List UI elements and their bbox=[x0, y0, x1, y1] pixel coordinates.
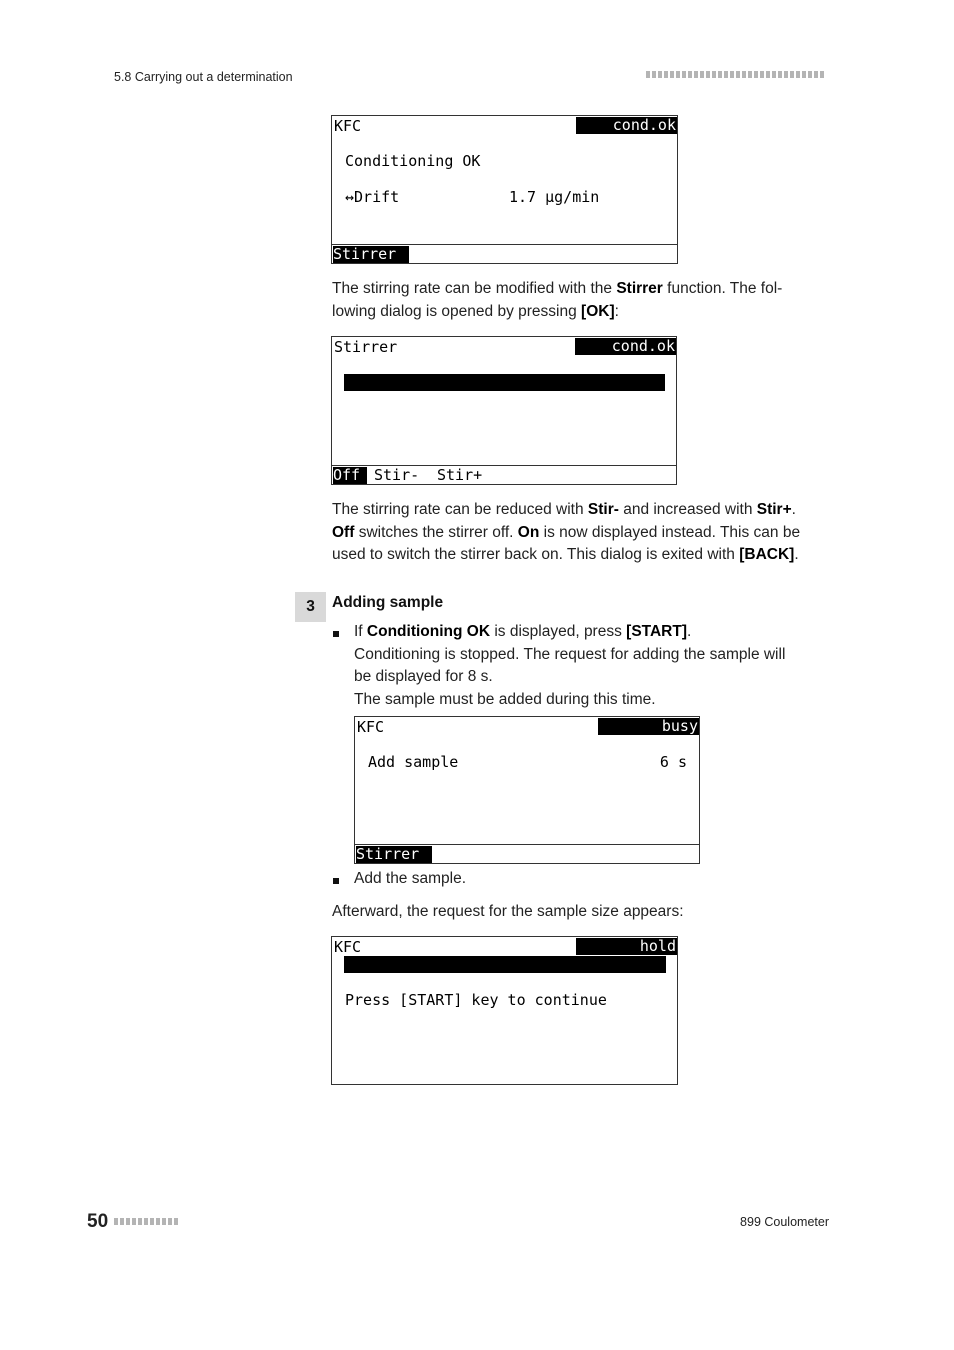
status-badge: busy bbox=[598, 718, 699, 735]
softkey-bar bbox=[332, 244, 677, 263]
softkey-bar bbox=[332, 465, 676, 484]
drift-label: ↔Drift bbox=[345, 188, 400, 206]
softkey-off[interactable]: Off bbox=[333, 467, 367, 484]
paragraph-sample-size: Afterward, the request for the sample size appears: bbox=[332, 903, 684, 920]
softkey-stirrer[interactable]: Stirrer bbox=[333, 246, 409, 263]
softkey-stir-plus[interactable]: Stir+ bbox=[437, 466, 483, 484]
status-badge: cond.ok bbox=[576, 117, 677, 134]
add-sample-message: Add sample bbox=[368, 753, 459, 771]
bullet-marker bbox=[333, 878, 339, 884]
drift-value: 1.7 µg/min bbox=[509, 188, 600, 206]
rate-label: Rate bbox=[551, 424, 588, 442]
softkey-stir-minus[interactable]: Stir- bbox=[374, 466, 420, 484]
display-screen-stirrer bbox=[331, 336, 677, 485]
step-title: Adding sample bbox=[332, 594, 444, 611]
stirrer-state: on bbox=[473, 407, 492, 425]
footer-decoration bbox=[114, 1218, 178, 1227]
header-decoration bbox=[646, 71, 824, 80]
stirrer-setting-row[interactable] bbox=[344, 374, 665, 459]
status-message: Conditioning OK bbox=[345, 152, 481, 170]
screen-title: KFC bbox=[334, 938, 362, 956]
softkey-stirrer[interactable]: Stirrer bbox=[356, 846, 432, 863]
page-number: 50 bbox=[87, 1211, 109, 1232]
section-title: 5.8 Carrying out a determination bbox=[114, 70, 293, 84]
status-badge: hold bbox=[576, 938, 677, 955]
status-badge: cond.ok bbox=[575, 338, 676, 355]
display-screen-add-sample bbox=[354, 716, 700, 864]
sample-size-value: 1.0 bbox=[635, 989, 663, 1007]
countdown-value: 6 s bbox=[659, 753, 687, 771]
screen-title: Stirrer bbox=[334, 338, 398, 356]
product-name: 899 Coulometer bbox=[740, 1215, 829, 1229]
screen-title: KFC bbox=[357, 718, 385, 736]
bullet-start-conditioning: If Conditioning OK is displayed, press [START]. Conditioning is stopped. The request for adding the sample will be displayed for 8 s. The sample must be added during this time. bbox=[354, 623, 786, 708]
screen-title: KFC bbox=[334, 117, 362, 135]
paragraph-stirrer-controls: The stirring rate can be reduced with Stir- and increased with Stir+. Off switches the stirrer off. On is now displayed instead. This can be used to switch the stirrer back on. This dialog is exited with [BACK]. bbox=[332, 501, 801, 563]
bullet-marker bbox=[333, 631, 339, 637]
sample-size-label: Sample size bbox=[344, 972, 444, 990]
softkey-bar bbox=[355, 844, 699, 863]
rate-value: 8 bbox=[651, 441, 661, 459]
step-number: 3 bbox=[295, 592, 326, 622]
display-screen-sample-size bbox=[331, 936, 678, 1085]
display-screen-conditioning bbox=[331, 115, 678, 264]
bullet-add-sample: Add the sample. bbox=[354, 870, 467, 887]
stirrer-label: Stirrer bbox=[344, 390, 408, 408]
continue-instruction: Press [START] key to continue bbox=[345, 991, 607, 1009]
paragraph-stirrer-intro: The stirring rate can be modified with the Stirrer function. The fol- lowing dialog is opened by pressing [OK]: bbox=[332, 280, 783, 320]
